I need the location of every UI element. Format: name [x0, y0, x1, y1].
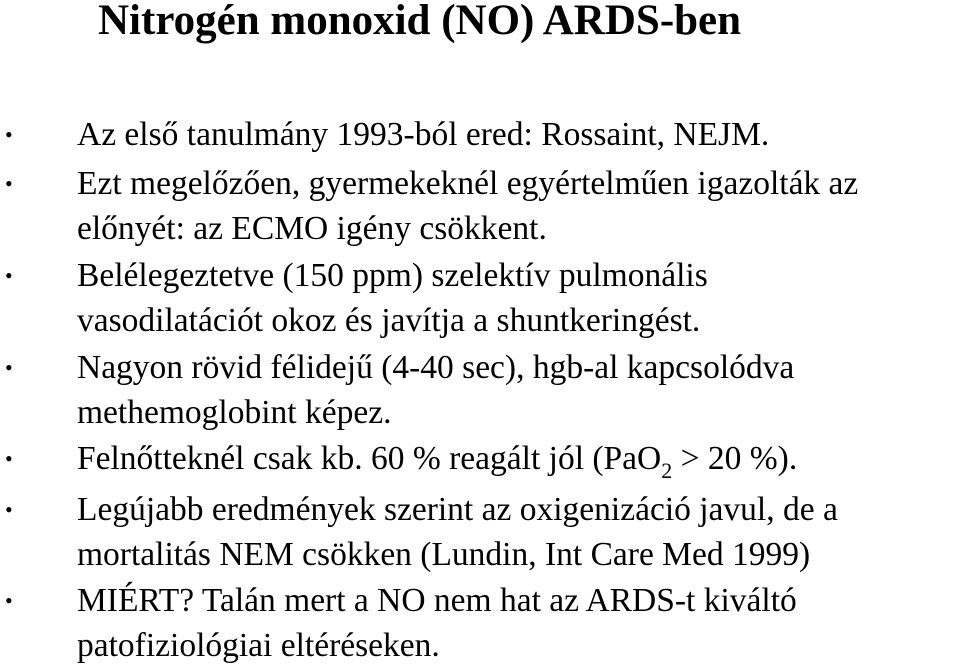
bullet-line: előnyét: az ECMO igény csökkent.: [77, 210, 547, 247]
bullet-text: [77, 345, 794, 435]
bullet-text: [77, 487, 838, 577]
bullet-line: Legújabb eredmények szerint az oxigenizáció javul, de a: [77, 491, 838, 528]
slide-title: Nitrogén monoxid (NO) ARDS-ben: [98, 0, 742, 44]
bullet-line: MIÉRT? Talán mert a NO nem hat az ARDS-t kiváltó: [77, 582, 797, 619]
bullet-text: [77, 436, 797, 484]
bullet-icon: •: [5, 355, 13, 380]
bullet-icon: •: [5, 446, 13, 471]
bullet-icon: •: [5, 263, 13, 288]
bullet-text-before: Felnőtteknél csak kb. 60 % reagált jól (PaO: [77, 440, 662, 477]
bullet-text-after: > 20 %).: [672, 440, 798, 477]
bullet-line: Az első tanulmány 1993-ból ered: Rossaint, NEJM.: [77, 116, 770, 153]
bullet-icon: •: [5, 497, 13, 522]
bullet-icon: •: [5, 171, 13, 196]
bullet-line: patofiziológiai eltéréseken.: [77, 627, 440, 664]
bullet-line: Nagyon rövid félidejű (4-40 sec), hgb-al kapcsolódva: [77, 349, 795, 386]
bullet-line: mortalitás NEM csökken (Lundin, Int Care Med 1999): [77, 536, 811, 573]
bullet-text: [77, 578, 797, 668]
bullet-text: [77, 112, 769, 157]
bullet-text: [77, 161, 858, 251]
bullet-icon: •: [5, 122, 13, 147]
bullet-text: [77, 253, 708, 343]
bullet-icon: •: [5, 588, 13, 613]
bullet-line: vasodilatációt okoz és javítja a shuntkeringést.: [77, 302, 701, 339]
bullet-line: methemoglobint képez.: [77, 394, 392, 431]
bullet-line: Belélegeztetve (150 ppm) szelektív pulmonális: [77, 257, 708, 294]
bullet-line: [77, 436, 797, 484]
subscript-2: 2: [661, 458, 673, 483]
bullet-line: Ezt megelőzően, gyermekeknél egyértelműen igazolták az: [77, 165, 859, 202]
